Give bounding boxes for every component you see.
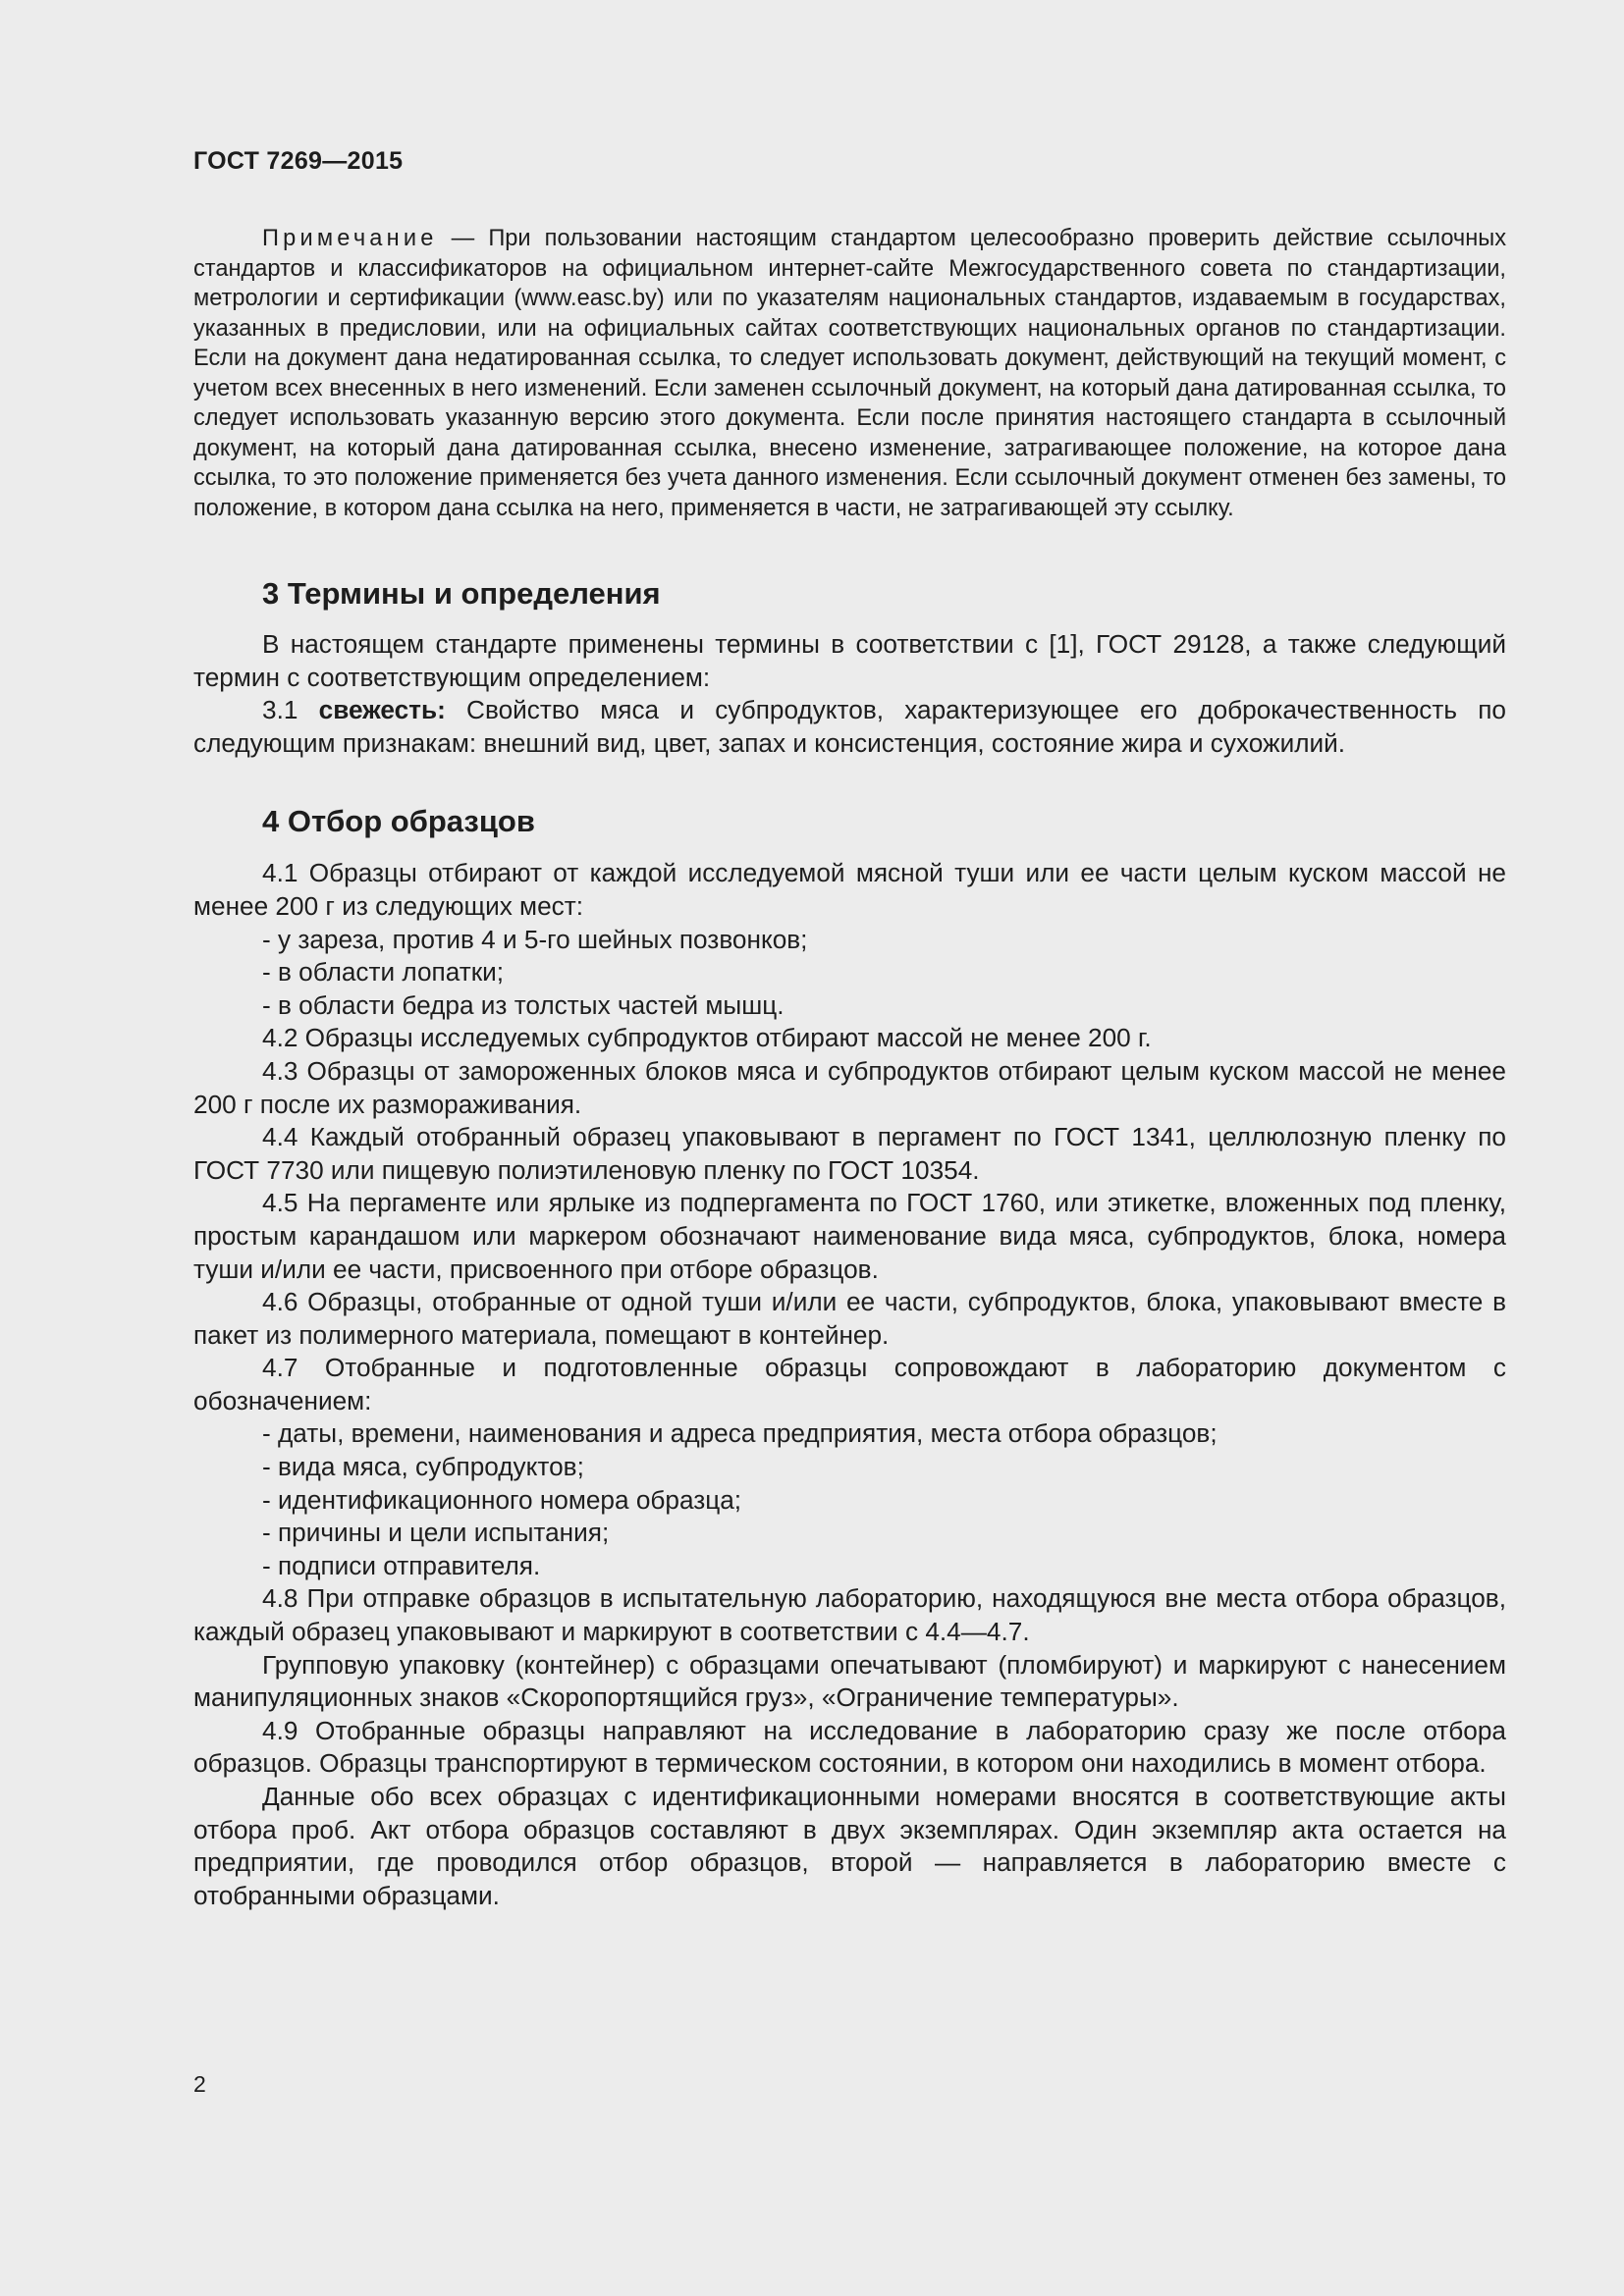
term-definition-3-1: [193, 694, 1506, 760]
note-paragraph: [193, 224, 1506, 523]
list-item: - идентификационного номера образца;: [262, 1484, 742, 1515]
list-item: - даты, времени, наименования и адреса предприятия, места отбора образцов;: [262, 1418, 1218, 1449]
para-4-9: 4.9 Отобранные образцы направляют на исследование в лабораторию сразу же после отбора образцов. Образцы транспортируют в термическом состоянии, в котором они находились в момент отбора.: [193, 1715, 1506, 1779]
para-4-8-packaging: Групповую упаковку (контейнер) с образцами опечатывают (пломбируют) и маркируют с нанесением манипуляционных знаков «Скоропортящийся груз», «Ограничение температуры».: [193, 1649, 1506, 1713]
para-4-1: 4.1 Образцы отбирают от каждой исследуемой мясной туши или ее части целым куском массой не менее 200 г из следующих мест:: [193, 858, 1506, 921]
para-4-5: 4.5 На пергаменте или ярлыке из подпергамента по ГОСТ 1760, или этикетке, вложенных под пленку, простым карандашом или маркером обозначают наименование вида мяса, субпродуктов, блока, номера туши и/или ее части, присвоенного при отборе образцов.: [193, 1188, 1506, 1284]
section-3-heading: 3 Термины и определения: [262, 576, 661, 611]
list-item: - у зареза, против 4 и 5-го шейных позвонков;: [262, 924, 808, 954]
term-name: свежесть:: [318, 695, 446, 725]
term-number: 3.1: [262, 695, 319, 725]
para-4-6: 4.6 Образцы, отобранные от одной туши и/или ее части, субпродуктов, блока, упаковывают вместе в пакет из полимерного материала, помещают в контейнер.: [193, 1287, 1506, 1350]
para-4-7: 4.7 Отобранные и подготовленные образцы сопровождают в лабораторию документом с обозначением:: [193, 1353, 1506, 1415]
list-item: - причины и цели испытания;: [262, 1518, 610, 1548]
list-item: - в области бедра из толстых частей мышц.: [262, 989, 785, 1020]
document-header: ГОСТ 7269—2015: [193, 147, 404, 175]
list-item: - в области лопатки;: [262, 957, 505, 988]
section-3-intro: В настоящем стандарте применены термины в соответствии с [1], ГОСТ 29128, а также следующий термин с соответствующим определением:: [193, 629, 1506, 692]
page-number: 2: [193, 2071, 206, 2097]
para-4-8: 4.8 При отправке образцов в испытательную лабораторию, находящуюся вне места отбора образцов, каждый образец упаковывают и маркируют в соответствии с 4.4—4.7.: [193, 1583, 1506, 1647]
para-4-3: 4.3 Образцы от замороженных блоков мяса и субпродуктов отбирают целым куском массой не менее 200 г после их размораживания.: [193, 1055, 1506, 1119]
note-text: — При пользовании настоящим стандартом целесообразно проверить действие ссылочных стандартов и классификаторов на официальном интернет-сайте Межгосударственного совета по стандартизации, метрологии и сертификации (www.easc.by) или по указателям национальных стандартов, издаваемым в государствах, указанных в предисловии, или на официальных сайтах соответствующих национальных органов по стандартизации. Если на документ дана недатированная ссылка, то следует использовать документ, действующий на текущий момент, с учетом всех внесенных в него изменений. Если заменен ссылочный документ, на который дана датированная ссылка, то следует использовать указанную версию этого документа. Если после принятия настоящего стандарта в ссылочный документ, на который дана датированная ссылка, внесено изменение, затрагивающее положение, на которое дана ссылка, то это положение применяется без учета данного изменения. Если ссылочный документ отменен без замены, то положение, в котором дана ссылка на него, применяется в части, не затрагивающей эту ссылку.: [193, 226, 1506, 521]
para-4-4: 4.4 Каждый отобранный образец упаковывают в пергамент по ГОСТ 1341, целлюлозную пленку по ГОСТ 7730 или пищевую полиэтиленовую пленку по ГОСТ 10354.: [193, 1122, 1506, 1185]
page-content: [193, 224, 1506, 1912]
para-4-9-records: Данные обо всех образцах с идентификационными номерами вносятся в соответствующие акты отбора проб. Акт отбора образцов составляют в двух экземплярах. Один экземпляр акта остается на предприятии, где проводился отбор образцов, второй — направляется в лабораторию вместе с отобранными образцами.: [193, 1782, 1506, 1910]
term-definition-text: Свойство мяса и субпродуктов, характеризующее его доброкачественность по следующим признакам: внешний вид, цвет, запах и консистенция, состояние жира и сухожилий.: [193, 695, 1506, 758]
section-4-heading: 4 Отбор образцов: [262, 804, 535, 839]
note-label: Примечание: [262, 226, 438, 251]
list-item: - вида мяса, субпродуктов;: [262, 1452, 584, 1482]
para-4-2: 4.2 Образцы исследуемых субпродуктов отбирают массой не менее 200 г.: [262, 1023, 1152, 1053]
list-item: - подписи отправителя.: [262, 1550, 541, 1580]
